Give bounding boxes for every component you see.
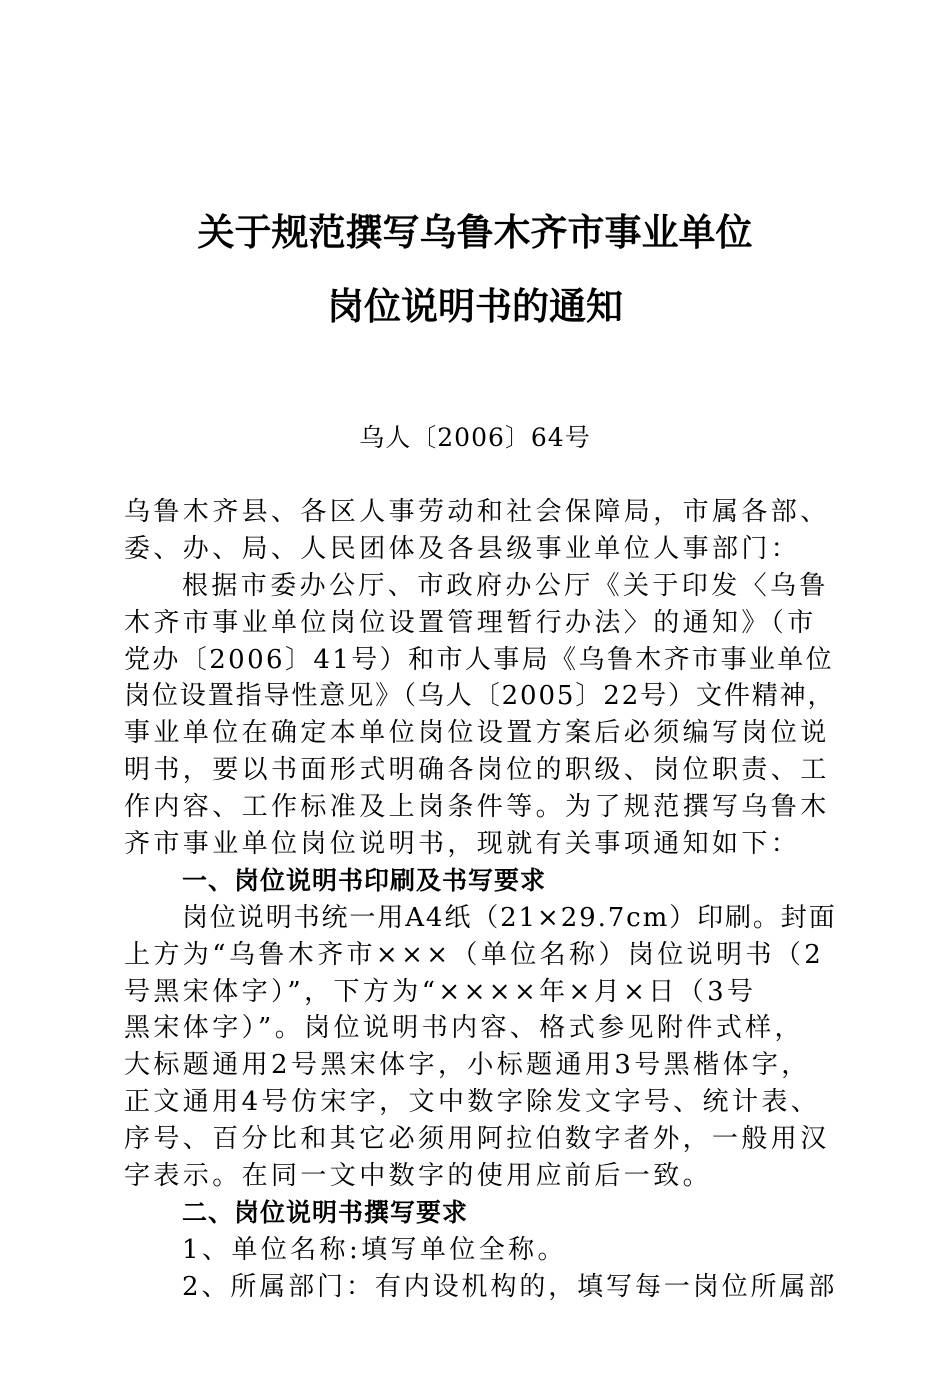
body-line: 字表示。在同一文中数字的使用应前后一致。 (124, 1161, 713, 1192)
body-line: 岗位设置指导性意见》（乌人〔2005〕22号）文件精神， (124, 681, 836, 712)
body-line: 根据市委办公厅、市政府办公厅《关于印发〈乌鲁 (182, 570, 829, 601)
document-number: 乌人〔2006〕64号 (359, 423, 591, 452)
body-line: 序号、百分比和其它必须用阿拉伯数字者外，一般用汉 (124, 1124, 830, 1155)
body-line: 齐市事业单位岗位说明书，现就有关事项通知如下： (124, 829, 801, 860)
body-line: 委、办、局、人民团体及各县级事业单位人事部门： (124, 533, 801, 564)
body-line: 号黑宋体字）”，下方为“××××年×月×日（3号 (124, 976, 757, 1007)
body-line: 大标题通用2号黑宋体字，小标题通用3号黑楷体字， (124, 1050, 811, 1081)
body-line: 木齐市事业单位岗位设置管理暂行办法〉的通知》（市 (124, 607, 817, 638)
body-line: 事业单位在确定本单位岗位设置方案后必须编写岗位说 (124, 718, 830, 749)
body-line: 党办〔2006〕41号）和市人事局《乌鲁木齐市事业单位 (124, 644, 835, 675)
document-title-line-1: 关于规范撰写乌鲁木齐市事业单位 (197, 211, 753, 254)
body-line: 正文通用4号仿宋字，文中数字除发文字号、统计表、 (124, 1087, 821, 1118)
body-line: 乌鲁木齐县、各区人事劳动和社会保障局，市属各部、 (124, 497, 830, 527)
section-heading-1: 一、岗位说明书印刷及书写要求 (182, 865, 547, 895)
document-title-line-2: 岗位说明书的通知 (327, 285, 623, 328)
list-item: 2、所属部门：有内设机构的，填写每一岗位所属部 (182, 1271, 838, 1302)
body-line: 上方为“乌鲁木齐市×××（单位名称）岗位说明书（2 (124, 939, 825, 970)
body-line: 黑宋体字）”。岗位说明书内容、格式参见附件式样， (124, 1013, 804, 1044)
body-line: 作内容、工作标准及上岗条件等。为了规范撰写乌鲁木 (124, 792, 830, 823)
body-line: 岗位说明书统一用A4纸（21×29.7cm）印刷。封面 (182, 902, 837, 933)
list-item: 1、单位名称:填写单位全称。 (182, 1234, 567, 1265)
document-body (124, 494, 836, 1306)
body-line: 明书，要以书面形式明确各岗位的职级、岗位职责、工 (124, 755, 830, 786)
section-heading-2: 二、岗位说明书撰写要求 (182, 1197, 469, 1227)
